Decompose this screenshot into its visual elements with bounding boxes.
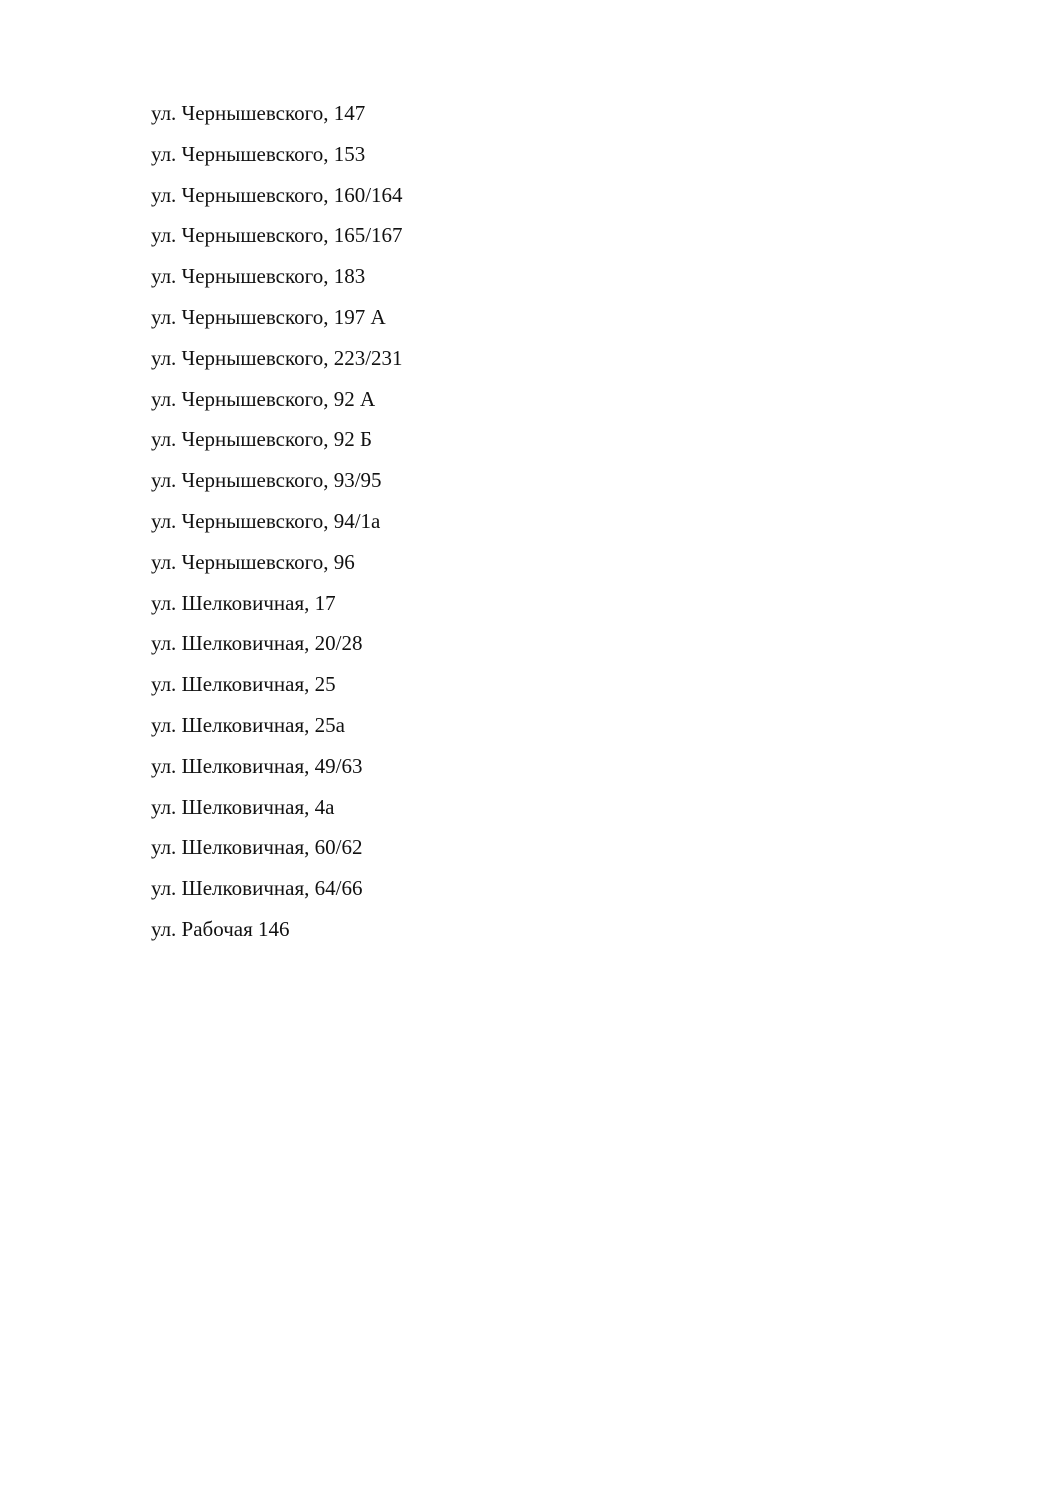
address-item: ул. Рабочая 146 — [151, 916, 290, 941]
address-item: ул. Чернышевского, 160/164 — [151, 182, 403, 207]
address-item: ул. Шелковичная, 4а — [151, 794, 335, 819]
address-item: ул. Чернышевского, 165/167 — [151, 223, 403, 248]
address-item: ул. Чернышевского, 92 Б — [151, 427, 373, 452]
address-item: ул. Чернышевского, 197 А — [151, 304, 386, 329]
address-item: ул. Шелковичная, 20/28 — [151, 631, 363, 656]
address-item: ул. Чернышевского, 93/95 — [151, 468, 382, 493]
address-list — [151, 98, 403, 955]
address-item: ул. Чернышевского, 96 — [151, 549, 355, 574]
address-item: ул. Шелковичная, 60/62 — [151, 835, 363, 860]
address-item: ул. Шелковичная, 64/66 — [151, 876, 363, 901]
address-item: ул. Шелковичная, 17 — [151, 590, 336, 615]
address-item: ул. Чернышевского, 183 — [151, 264, 366, 289]
address-item: ул. Шелковичная, 25а — [151, 712, 345, 737]
address-item: ул. Шелковичная, 25 — [151, 672, 336, 697]
address-item: ул. Шелковичная, 49/63 — [151, 753, 363, 778]
address-item: ул. Чернышевского, 92 А — [151, 386, 376, 411]
address-item: ул. Чернышевского, 147 — [151, 101, 366, 125]
address-item: ул. Чернышевского, 94/1а — [151, 508, 381, 533]
address-item: ул. Чернышевского, 153 — [151, 141, 366, 166]
address-item: ул. Чернышевского, 223/231 — [151, 345, 403, 370]
